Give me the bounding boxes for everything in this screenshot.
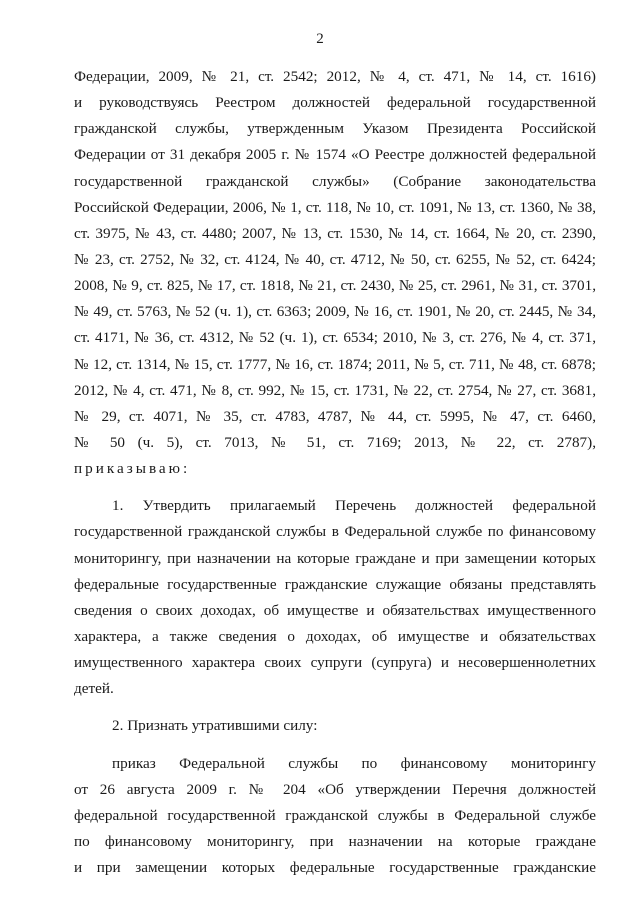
text-line: № 29, ст. 4071, № 35, ст. 4783, 4787, № 44, ст. 5995, № 47, ст. 6460,	[74, 407, 596, 425]
item-1-line: государственной гражданской службы в Федеральной службе по финансовому	[74, 523, 596, 541]
item-1-line: сведения о своих доходах, об имуществе и обязательствах имущественного	[74, 601, 596, 619]
text-line: 2008, № 9, ст. 825, № 17, ст. 1818, № 21, ст. 2430, № 25, ст. 2961, № 31, ст. 3701,	[74, 277, 596, 295]
text-line: и руководствуясь Реестром должностей федеральной государственной	[74, 94, 596, 112]
text-line: Федерации, 2009, № 21, ст. 2542; 2012, № 4, ст. 471, № 14, ст. 1616)	[74, 68, 596, 85]
item-1-line: 1. Утвердить прилагаемый Перечень должностей федеральной	[112, 497, 596, 515]
item-1-line: федеральные государственные гражданские служащие обязаны представлять	[74, 575, 596, 593]
item-1-line: характера, а также сведения о доходах, об имуществе и обязательствах	[74, 627, 596, 645]
document-body	[74, 64, 596, 881]
text-line: № 50 (ч. 5), ст. 7013, № 51, ст. 7169; 2013, № 22, ст. 2787),	[74, 433, 596, 451]
text-line: Российской Федерации, 2006, № 1, ст. 118, № 10, ст. 1091, № 13, ст. 1360, № 38,	[74, 198, 596, 216]
text-line: 2012, № 4, ст. 471, № 8, ст. 992, № 15, ст. 1731, № 22, ст. 2754, № 27, ст. 3681,	[74, 381, 596, 399]
paragraph-gap	[74, 740, 596, 751]
text-line: № 12, ст. 1314, № 15, ст. 1777, № 16, ст. 1874; 2011, № 5, ст. 711, № 48, ст. 6878;	[74, 355, 596, 373]
text-line: государственной гражданской службы» (Собрание законодательства	[74, 172, 596, 190]
paragraph-gap	[74, 482, 596, 493]
text-line: Федерации от 31 декабря 2005 г. № 1574 «О Реестре должностей федеральной	[74, 146, 596, 164]
item-1-line: детей.	[74, 680, 114, 698]
paragraph-gap	[74, 702, 596, 713]
item-2-line: по финансовому мониторингу, при назначении на которые граждане	[74, 832, 596, 850]
item-2-line: и при замещении которых федеральные государственные гражданские	[74, 859, 596, 877]
text-line: ст. 4171, № 36, ст. 4312, № 52 (ч. 1), ст. 6534; 2010, № 3, ст. 276, № 4, ст. 371,	[74, 329, 596, 347]
text-line: № 49, ст. 5763, № 52 (ч. 1), ст. 6363; 2009, № 16, ст. 1901, № 20, ст. 2445, № 34,	[74, 303, 596, 321]
item-2-line: федеральной государственной гражданской службы в Федеральной службе	[74, 806, 596, 824]
item-2-line: от 26 августа 2009 г. № 204 «Об утверждении Перечня должностей	[74, 780, 596, 798]
text-line: ст. 3975, № 43, ст. 4480; 2007, № 13, ст. 1530, № 14, ст. 1664, № 20, ст. 2390,	[74, 224, 596, 242]
item-1-line: имущественного характера своих супруги (супруга) и несовершеннолетних	[74, 654, 596, 672]
text-line: гражданской службы, утвержденным Указом Президента Российской	[74, 120, 596, 138]
item-2-line: приказ Федеральной службы по финансовому мониторингу	[112, 754, 596, 772]
order-word: приказываю:	[74, 460, 191, 478]
page-number: 2	[316, 31, 324, 47]
text-line: № 23, ст. 2752, № 32, ст. 4124, № 40, ст. 4712, № 50, ст. 6255, № 52, ст. 6424;	[74, 250, 596, 268]
item-2-heading: 2. Признать утратившими силу:	[112, 717, 318, 735]
item-1-line: мониторингу, при назначении на которые граждане и при замещении которых	[74, 549, 596, 567]
